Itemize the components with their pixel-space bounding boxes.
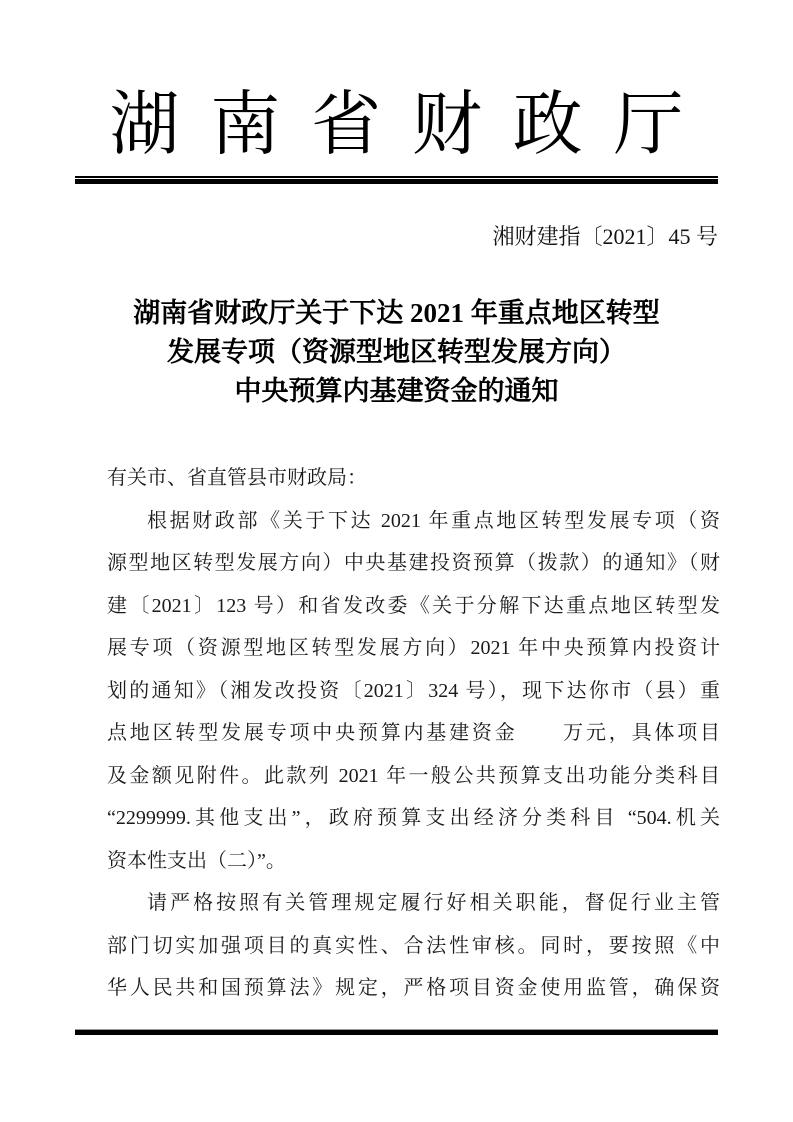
footer-rule	[75, 1029, 718, 1035]
salutation	[107, 457, 720, 500]
paragraph	[107, 500, 720, 883]
body-line: 及金额见附件。此款列 2021 年一般公共预算支出功能分类科目	[107, 764, 720, 787]
body-line: 根据财政部《关于下达 2021 年重点地区转型发展专项（资	[147, 509, 720, 532]
agency-name: 湖南省财政厅	[109, 87, 715, 164]
header-rule	[75, 176, 718, 184]
document-number: 湘财建指〔2021〕45 号	[492, 224, 718, 249]
body-line: 点地区转型发展专项中央预算内基建资金 万元，具体项目	[107, 722, 720, 744]
body-line: 划的通知》（湘发改投资〔2021〕324 号），现下达你市（县）重	[107, 679, 720, 702]
body-line: 部门切实加强项目的真实性、合法性审核。同时，要按照《中	[107, 934, 720, 957]
body-line: 展专项（资源型地区转型发展方向）2021 年中央预算内投资计	[107, 637, 720, 659]
paragraph	[107, 882, 720, 1010]
salutation-text: 有关市、省直管县市财政局：	[107, 467, 367, 489]
title-line: 中央预算内基建资金的通知	[234, 376, 559, 406]
body-line: 华人民共和国预算法》规定，严格项目资金使用监管，确保资	[107, 977, 720, 999]
body-line: 源型地区转型发展方向）中央基建投资预算（拨款）的通知》（财	[107, 552, 720, 574]
document-body	[107, 457, 720, 1010]
body-line: “2299999.其他支出”，政府预算支出经济分类科目 “504.机关	[107, 807, 720, 829]
title-line: 湖南省财政厅关于下达 2021 年重点地区转型	[133, 298, 660, 328]
body-line: 资本性支出（二）”。	[107, 849, 286, 872]
title-line: 发展专项（资源型地区转型发展方向）	[167, 337, 626, 367]
body-line: 请严格按照有关管理规定履行好相关职能，督促行业主管	[147, 892, 720, 914]
body-line: 建〔2021〕123 号）和省发改委《关于分解下达重点地区转型发	[107, 594, 720, 617]
document-title	[75, 294, 718, 411]
